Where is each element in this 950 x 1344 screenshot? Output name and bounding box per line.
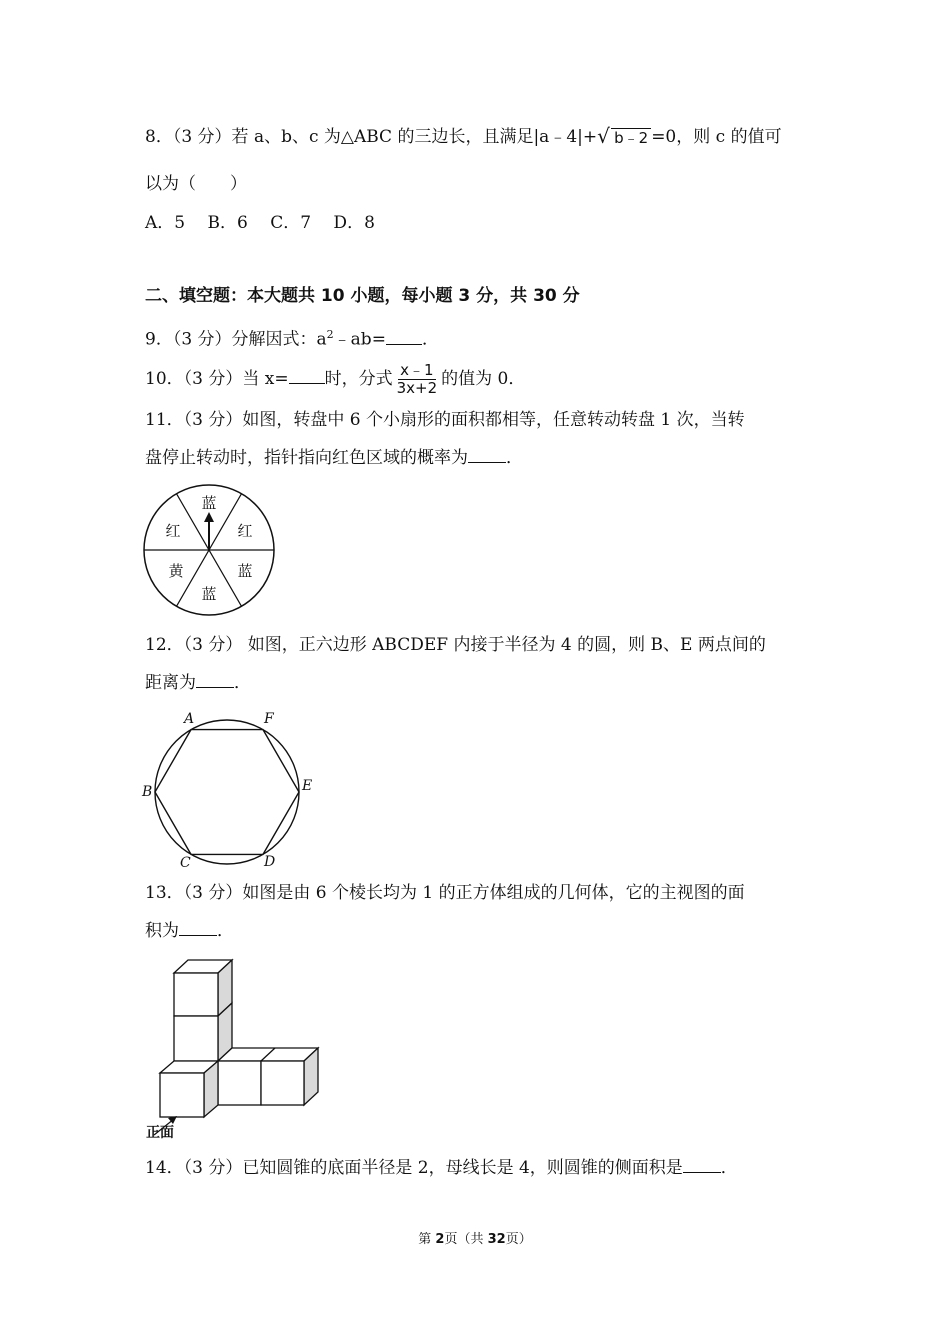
q11-text-a: 盘停止转动时，指针指向红色区域的概率为 (145, 448, 468, 468)
answer-blank (179, 919, 217, 936)
question-8-line-1 (145, 125, 782, 150)
total-page-count: 32 (487, 1232, 506, 1247)
footer-text: 页（共 (444, 1232, 488, 1247)
footer-text: 第 (418, 1232, 436, 1247)
footer-text: 页） (505, 1232, 532, 1247)
question-8-options: A．5 B．6 C．7 D．8 (145, 213, 375, 233)
fraction-numerator: x﹣1 (400, 361, 434, 379)
vertex-label-d: D (264, 854, 276, 870)
sector-label: 红 (165, 522, 181, 540)
hexagon-figure (140, 706, 320, 871)
question-13-line-2 (145, 919, 234, 943)
fraction-denominator: 3x+2 (396, 379, 438, 397)
vertex-label-c: C (180, 855, 191, 871)
question-11-line-1: 11．（3 分）如图，转盘中 6 个小扇形的面积都相等，任意转动转盘 1 次，当转 (145, 410, 745, 430)
question-12-line-2 (145, 671, 251, 695)
q12-text-a: 距离为 (145, 673, 196, 693)
question-8-line-2: 以为（ ） (145, 174, 247, 194)
cubes-figure (140, 955, 330, 1145)
cube-front-face (218, 1061, 261, 1105)
q10-text-b: 时，分式 (324, 369, 393, 389)
vertex-label-f: F (264, 711, 274, 727)
q8-text-b: =0，则 c 的值可 (651, 127, 782, 147)
spinner-figure (140, 484, 280, 619)
answer-blank (468, 446, 506, 463)
question-14 (145, 1156, 738, 1180)
q12-text-b: ． (234, 673, 251, 693)
answer-blank (386, 328, 422, 345)
q9-text-b: ﹣ab= (333, 329, 386, 350)
cube-front-face (174, 973, 218, 1016)
current-page-number: 2 (435, 1232, 445, 1247)
question-11-line-2 (145, 446, 523, 470)
q10-text-c: 的值为 0． (441, 369, 526, 389)
q13-text-a: 积为 (145, 921, 179, 941)
sector-label: 蓝 (201, 494, 217, 512)
answer-blank (289, 367, 325, 384)
sector-label: 蓝 (201, 585, 217, 603)
vertex-label-b: B (142, 784, 153, 800)
q14-text-a: 14．（3 分）已知圆锥的底面半径是 2，母线长是 4，则圆锥的侧面积是 (145, 1158, 683, 1178)
sector-label: 红 (237, 522, 253, 540)
vertex-label-a: A (184, 711, 195, 727)
circumscribed-circle (155, 720, 299, 864)
answer-blank (196, 671, 234, 688)
q9-text-a: 9．（3 分）分解因式：a (145, 329, 327, 350)
pointer-arrowhead-icon (204, 512, 214, 522)
regular-hexagon (155, 730, 299, 855)
q9-exponent: 2 (326, 328, 334, 341)
cube-front-face (160, 1073, 204, 1117)
question-13-line-1: 13．（3 分）如图是由 6 个棱长均为 1 的正方体组成的几何体，它的主视图的面 (145, 883, 745, 903)
fraction (395, 362, 440, 397)
radicand: b﹣2 (611, 128, 651, 147)
question-9 (145, 323, 439, 352)
page-footer (0, 1228, 950, 1247)
vertex-label-e: E (302, 778, 313, 794)
q13-text-b: ． (217, 921, 234, 941)
question-10 (145, 362, 525, 397)
q9-text-c: ． (421, 329, 439, 350)
cube-front-face (261, 1061, 304, 1105)
q10-text-a: 10．（3 分）当 x= (145, 369, 289, 389)
q8-text-a: 8．（3 分）若 a、b、c 为△ABC 的三边长，且满足|a﹣4|+ (145, 127, 598, 147)
answer-blank (683, 1156, 721, 1173)
section-heading: 二、填空题：本大题共 10 小题，每小题 3 分，共 30 分 (145, 286, 580, 306)
question-12-line-1: 12．（3 分） 如图，正六边形 ABCDEF 内接于半径为 4 的圆，则 B、E 两点间的 (145, 635, 766, 655)
sector-label: 黄 (168, 562, 184, 580)
cube-front-face (174, 1016, 218, 1061)
sector-label: 蓝 (237, 562, 253, 580)
square-root: √ b﹣2 (597, 126, 651, 150)
q14-text-b: ． (720, 1158, 738, 1178)
front-view-label: 正面 (146, 1125, 174, 1141)
q11-text-b: ． (506, 448, 523, 468)
